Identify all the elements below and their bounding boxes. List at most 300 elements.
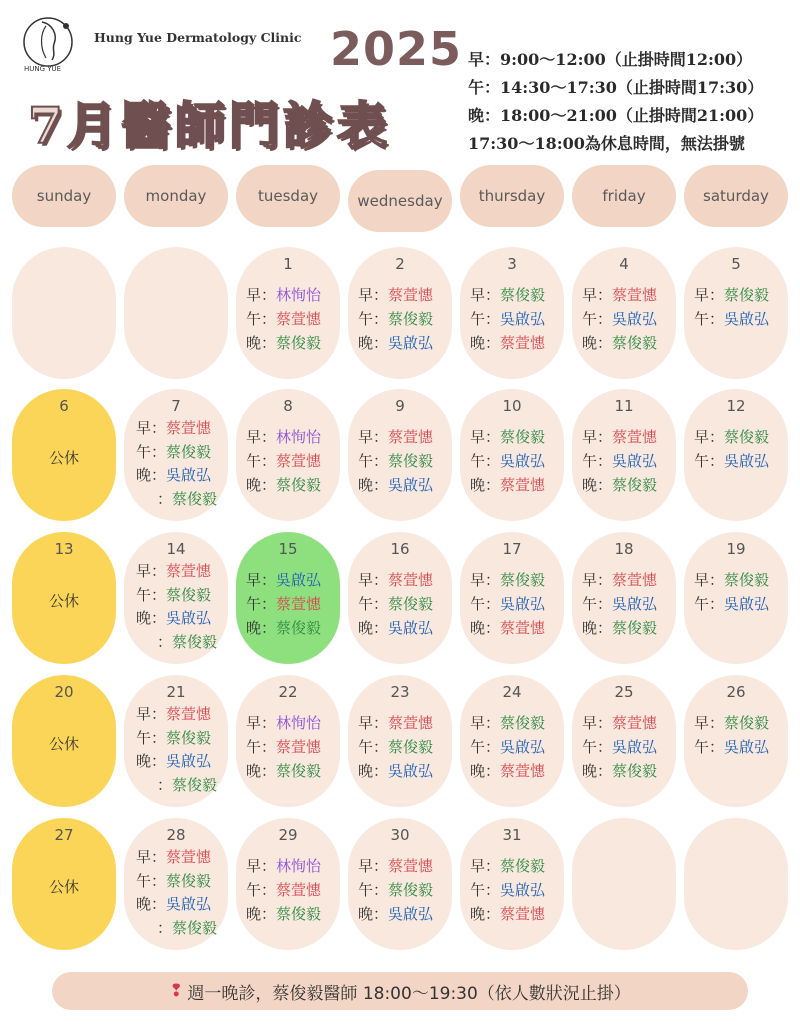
day-cell [572, 247, 676, 379]
session-row [582, 711, 672, 735]
session-label: 晚 [246, 762, 262, 780]
session-separator: ： [157, 489, 173, 508]
session-list [582, 711, 672, 783]
session-separator: ： [151, 705, 167, 723]
session-row [470, 854, 560, 878]
session-separator: ： [597, 738, 613, 756]
weekday-header-6: saturday [684, 165, 788, 227]
doctor-name: 蔡俊毅 [500, 714, 546, 732]
session-separator: ： [597, 428, 613, 446]
doctor-name: 吳啟弘 [612, 310, 658, 328]
session-row [246, 759, 336, 783]
session-label: 晚 [136, 895, 152, 913]
session-separator: ： [151, 442, 167, 461]
doctor-name: 吳啟弘 [612, 452, 658, 470]
day-cell [572, 389, 676, 521]
session-row [694, 711, 784, 735]
day-number: 21 [166, 683, 186, 701]
session-label: 晚 [358, 476, 374, 494]
session-list [470, 711, 560, 783]
hours-morning: 早：9:00～12:00（止掛時間12:00） [468, 50, 753, 69]
session-row [136, 870, 224, 894]
session-separator: ： [485, 286, 501, 304]
session-label: 午 [582, 738, 598, 756]
session-separator: ： [709, 286, 725, 304]
session-list [358, 425, 448, 497]
doctor-name: 蔡萱憓 [388, 857, 434, 875]
session-list [694, 425, 784, 473]
session-row [358, 854, 448, 878]
doctor-name: 吳啟弘 [388, 619, 434, 637]
doctor-name: 吳啟弘 [388, 905, 434, 923]
session-label: 早 [136, 419, 152, 437]
doctor-name: 吳啟弘 [166, 609, 212, 627]
doctor-name: 吳啟弘 [612, 738, 658, 756]
day-number: 8 [283, 397, 293, 415]
session-label: 午 [136, 728, 152, 747]
session-separator: ： [261, 476, 277, 494]
session-row [694, 425, 784, 449]
doctor-name: 蔡萱憓 [500, 762, 546, 780]
doctor-name: 吳啟弘 [724, 738, 770, 756]
session-label: 午 [694, 595, 710, 613]
holiday-label: 公休 [48, 592, 79, 610]
session-row [470, 331, 560, 355]
day-cell [124, 532, 228, 664]
doctor-name: 吳啟弘 [500, 310, 546, 328]
empty-day-cell [124, 247, 228, 379]
session-row [136, 560, 224, 584]
session-separator: ： [261, 571, 277, 589]
session-label: 早 [136, 705, 152, 723]
doctor-name: 吳啟弘 [724, 595, 770, 613]
session-separator: ： [485, 571, 501, 589]
session-separator: ： [709, 571, 725, 589]
holiday-label: 公休 [48, 449, 79, 467]
session-row [694, 449, 784, 473]
day-number: 9 [395, 397, 405, 415]
session-label: 早 [136, 848, 152, 866]
session-separator: ： [709, 452, 725, 470]
session-label: 晚 [246, 476, 262, 494]
session-label: 早 [246, 286, 262, 304]
doctor-name: 蔡俊毅 [500, 571, 546, 589]
session-list [136, 703, 224, 797]
session-label: 晚 [136, 609, 152, 627]
session-separator: ： [151, 895, 167, 913]
session-label: 早 [246, 428, 262, 446]
session-label: 早 [582, 714, 598, 732]
session-label: 早 [694, 571, 710, 589]
doctor-name: 蔡俊毅 [612, 476, 658, 494]
session-label: 午 [246, 738, 262, 756]
session-label: 晚 [358, 905, 374, 923]
day-cell [684, 247, 788, 379]
day-cell [12, 818, 116, 950]
session-list [358, 711, 448, 783]
session-separator: ： [151, 419, 167, 437]
session-label: 早 [246, 571, 262, 589]
session-label: 晚 [470, 476, 486, 494]
session-label: 午 [582, 310, 598, 328]
session-separator: ： [151, 585, 167, 604]
day-cell [572, 532, 676, 664]
session-separator: ： [597, 452, 613, 470]
session-separator: ： [151, 562, 167, 580]
session-label: 晚 [246, 334, 262, 352]
day-number: 7 [171, 397, 181, 415]
session-separator: ： [709, 738, 725, 756]
session-row [136, 464, 224, 488]
logo-text: HUNG YUE [24, 65, 62, 73]
doctor-name: 蔡俊毅 [276, 762, 322, 780]
session-separator: ： [151, 728, 167, 747]
day-number: 20 [54, 683, 74, 701]
day-number: 23 [390, 683, 410, 701]
doctor-name: 蔡俊毅 [724, 286, 770, 304]
session-row [246, 331, 336, 355]
day-cell [572, 675, 676, 807]
doctor-name: 蔡萱憓 [166, 848, 212, 866]
session-list [582, 568, 672, 640]
session-separator: ： [485, 476, 501, 494]
day-number: 11 [614, 397, 634, 415]
day-number: 26 [726, 683, 746, 701]
session-separator: ： [485, 857, 501, 875]
day-number: 18 [614, 540, 634, 558]
session-row [246, 735, 336, 759]
doctor-name: 吳啟弘 [500, 595, 546, 613]
session-label: 晚 [358, 334, 374, 352]
session-list [582, 283, 672, 355]
day-cell [348, 818, 452, 950]
day-number: 2 [395, 255, 405, 273]
day-cell [348, 675, 452, 807]
session-separator: ： [373, 905, 389, 923]
session-label: 午 [470, 310, 486, 328]
session-list [246, 568, 336, 640]
session-row [136, 417, 224, 441]
weekday-header-5: friday [572, 165, 676, 227]
session-row [246, 307, 336, 331]
doctor-name: 蔡俊毅 [166, 728, 212, 747]
session-row [582, 759, 672, 783]
session-row [136, 727, 224, 751]
session-row [694, 735, 784, 759]
session-label: 早 [470, 428, 486, 446]
doctor-name: 吳啟弘 [500, 738, 546, 756]
doctor-name: 吳啟弘 [166, 466, 212, 484]
day-cell [236, 818, 340, 950]
doctor-name: 吳啟弘 [724, 310, 770, 328]
session-label: 早 [358, 571, 374, 589]
session-label: 午 [358, 452, 374, 470]
doctor-name: 蔡萱憓 [612, 428, 658, 446]
session-separator: ： [261, 905, 277, 923]
session-list [358, 568, 448, 640]
session-label: 晚 [358, 762, 374, 780]
day-number: 25 [614, 683, 634, 701]
session-separator: ： [597, 476, 613, 494]
exclamation-icon: ❢ [169, 981, 184, 1001]
session-row [246, 711, 336, 735]
doctor-name: 吳啟弘 [500, 452, 546, 470]
day-number: 28 [166, 826, 186, 844]
session-list [470, 854, 560, 926]
day-cell [236, 389, 340, 521]
doctor-name: 吳啟弘 [388, 476, 434, 494]
session-row [358, 473, 448, 497]
day-number: 10 [502, 397, 522, 415]
session-list [470, 425, 560, 497]
session-separator: ： [157, 632, 173, 651]
session-label: 晚 [470, 762, 486, 780]
day-number: 14 [166, 540, 186, 558]
session-separator: ： [373, 428, 389, 446]
session-row [582, 568, 672, 592]
doctor-name: 蔡俊毅 [500, 286, 546, 304]
doctor-name: 蔡俊毅 [172, 775, 218, 794]
doctor-name: 蔡萱憓 [612, 714, 658, 732]
session-list [470, 283, 560, 355]
session-row [246, 283, 336, 307]
doctor-name: 蔡萱憓 [500, 476, 546, 494]
session-label: 早 [470, 286, 486, 304]
session-label: 早 [582, 428, 598, 446]
session-label: 午 [694, 452, 710, 470]
session-row [582, 616, 672, 640]
doctor-name: 蔡俊毅 [172, 489, 218, 508]
session-label: 晚 [358, 619, 374, 637]
session-label: 午 [136, 442, 152, 461]
session-label: 午 [246, 595, 262, 613]
doctor-name: 蔡俊毅 [388, 310, 434, 328]
session-list [694, 568, 784, 616]
session-label: 午 [358, 595, 374, 613]
session-row [470, 902, 560, 926]
session-separator: ： [597, 762, 613, 780]
session-separator: ： [373, 452, 389, 470]
session-label: 晚 [470, 334, 486, 352]
day-cell [684, 675, 788, 807]
doctor-name: 蔡萱憓 [500, 905, 546, 923]
day-number: 22 [278, 683, 298, 701]
doctor-name: 蔡俊毅 [612, 334, 658, 352]
session-separator: ： [373, 738, 389, 756]
doctor-name: 蔡俊毅 [276, 905, 322, 923]
day-cell [460, 532, 564, 664]
session-row [358, 592, 448, 616]
clinic-hours [468, 46, 796, 158]
doctor-name: 蔡俊毅 [612, 619, 658, 637]
session-row [358, 711, 448, 735]
session-list [136, 560, 224, 654]
session-row [136, 488, 224, 512]
session-separator: ： [261, 334, 277, 352]
session-label: 晚 [246, 905, 262, 923]
doctor-name: 蔡萱憓 [388, 714, 434, 732]
doctor-name: 吳啟弘 [500, 881, 546, 899]
session-list [358, 854, 448, 926]
day-cell [460, 247, 564, 379]
monday-evening-note [52, 972, 748, 1010]
session-row [136, 607, 224, 631]
day-cell [460, 389, 564, 521]
session-row [246, 592, 336, 616]
session-separator: ： [597, 619, 613, 637]
session-label: 晚 [470, 619, 486, 637]
session-row [358, 902, 448, 926]
session-row [694, 592, 784, 616]
session-separator: ： [597, 310, 613, 328]
session-row [246, 902, 336, 926]
doctor-name: 蔡萱憓 [388, 428, 434, 446]
session-separator: ： [485, 619, 501, 637]
doctor-name: 林恂怡 [276, 428, 322, 446]
holiday-label: 公休 [48, 878, 79, 896]
session-list [136, 417, 224, 511]
empty-day-cell [12, 247, 116, 379]
session-row [470, 473, 560, 497]
hours-afternoon: 午：14:30～17:30（止掛時間17:30） [468, 78, 764, 97]
weekday-header-4: thursday [460, 165, 564, 227]
day-number: 16 [390, 540, 410, 558]
session-row [246, 878, 336, 902]
day-cell [460, 675, 564, 807]
session-row [136, 703, 224, 727]
session-row [470, 283, 560, 307]
session-separator: ： [373, 714, 389, 732]
day-cell [236, 675, 340, 807]
doctor-name: 蔡萱憓 [612, 571, 658, 589]
hours-evening: 晚：18:00～21:00（止掛時間21:00） [468, 106, 764, 125]
weekday-header-3: wednesday [348, 170, 452, 232]
session-row [470, 307, 560, 331]
session-separator: ： [373, 571, 389, 589]
session-separator: ： [151, 871, 167, 890]
session-row [246, 854, 336, 878]
session-label: 午 [358, 738, 374, 756]
doctor-name: 蔡俊毅 [388, 881, 434, 899]
day-number: 15 [278, 540, 298, 558]
session-list [694, 283, 784, 331]
doctor-name: 林恂怡 [276, 857, 322, 875]
session-row [470, 425, 560, 449]
doctor-name: 蔡俊毅 [724, 714, 770, 732]
weekday-header-1: monday [124, 165, 228, 227]
session-row [358, 307, 448, 331]
session-separator: ： [261, 595, 277, 613]
session-row [136, 584, 224, 608]
doctor-name: 蔡萱憓 [276, 310, 322, 328]
session-row [136, 441, 224, 465]
doctor-name: 吳啟弘 [166, 752, 212, 770]
session-row [582, 307, 672, 331]
session-label: 午 [358, 310, 374, 328]
session-label: 晚 [136, 466, 152, 484]
session-label: 晚 [470, 905, 486, 923]
doctor-name: 蔡俊毅 [166, 871, 212, 890]
session-label: 早 [470, 571, 486, 589]
doctor-name: 蔡俊毅 [166, 585, 212, 604]
session-separator: ： [597, 714, 613, 732]
session-separator: ： [373, 286, 389, 304]
session-label: 午 [246, 452, 262, 470]
session-label: 早 [358, 714, 374, 732]
session-row [358, 735, 448, 759]
session-row [470, 592, 560, 616]
session-separator: ： [597, 571, 613, 589]
session-separator: ： [373, 857, 389, 875]
session-label: 早 [582, 571, 598, 589]
session-separator: ： [373, 595, 389, 613]
session-label: 午 [470, 738, 486, 756]
session-label: 午 [582, 595, 598, 613]
doctor-name: 蔡俊毅 [724, 428, 770, 446]
session-separator: ： [485, 452, 501, 470]
session-separator: ： [373, 334, 389, 352]
doctor-name: 蔡俊毅 [276, 334, 322, 352]
day-number: 4 [619, 255, 629, 273]
doctor-name: 吳啟弘 [276, 571, 322, 589]
session-row [358, 616, 448, 640]
session-separator: ： [709, 310, 725, 328]
session-label: 晚 [136, 752, 152, 770]
session-separator: ： [597, 334, 613, 352]
session-row [246, 473, 336, 497]
session-separator: ： [373, 310, 389, 328]
session-label: 早 [358, 857, 374, 875]
doctor-name: 蔡俊毅 [276, 476, 322, 494]
session-separator: ： [485, 881, 501, 899]
session-row [470, 878, 560, 902]
session-row [136, 631, 224, 655]
weekday-header-2: tuesday [236, 165, 340, 227]
day-cell [124, 818, 228, 950]
doctor-name: 蔡俊毅 [388, 595, 434, 613]
monday-evening-note-text: 週一晚診，蔡俊毅醫師 18:00～19:30（依人數狀況止掛） [187, 983, 631, 1004]
doctor-name: 蔡俊毅 [612, 762, 658, 780]
day-cell [236, 532, 340, 664]
day-cell [684, 532, 788, 664]
doctor-name: 蔡萱憓 [500, 334, 546, 352]
session-separator: ： [485, 428, 501, 446]
session-row [358, 449, 448, 473]
weekday-header-0: sunday [12, 165, 116, 227]
doctor-name: 蔡俊毅 [724, 571, 770, 589]
clinic-logo [18, 14, 82, 74]
session-label: 晚 [582, 476, 598, 494]
day-number: 17 [502, 540, 522, 558]
doctor-name: 吳啟弘 [166, 895, 212, 913]
session-label: 早 [358, 286, 374, 304]
session-row [582, 283, 672, 307]
doctor-name: 蔡萱憓 [388, 571, 434, 589]
session-label: 早 [246, 714, 262, 732]
day-number: 31 [502, 826, 522, 844]
session-list [246, 425, 336, 497]
session-row [694, 283, 784, 307]
session-label: 午 [358, 881, 374, 899]
doctor-name: 吳啟弘 [612, 595, 658, 613]
session-separator: ： [709, 595, 725, 613]
session-separator: ： [597, 286, 613, 304]
session-separator: ： [151, 609, 167, 627]
clinic-name: Hung Yue Dermatology Clinic [94, 30, 302, 45]
session-label: 早 [136, 562, 152, 580]
day-number: 19 [726, 540, 746, 558]
day-cell [124, 675, 228, 807]
